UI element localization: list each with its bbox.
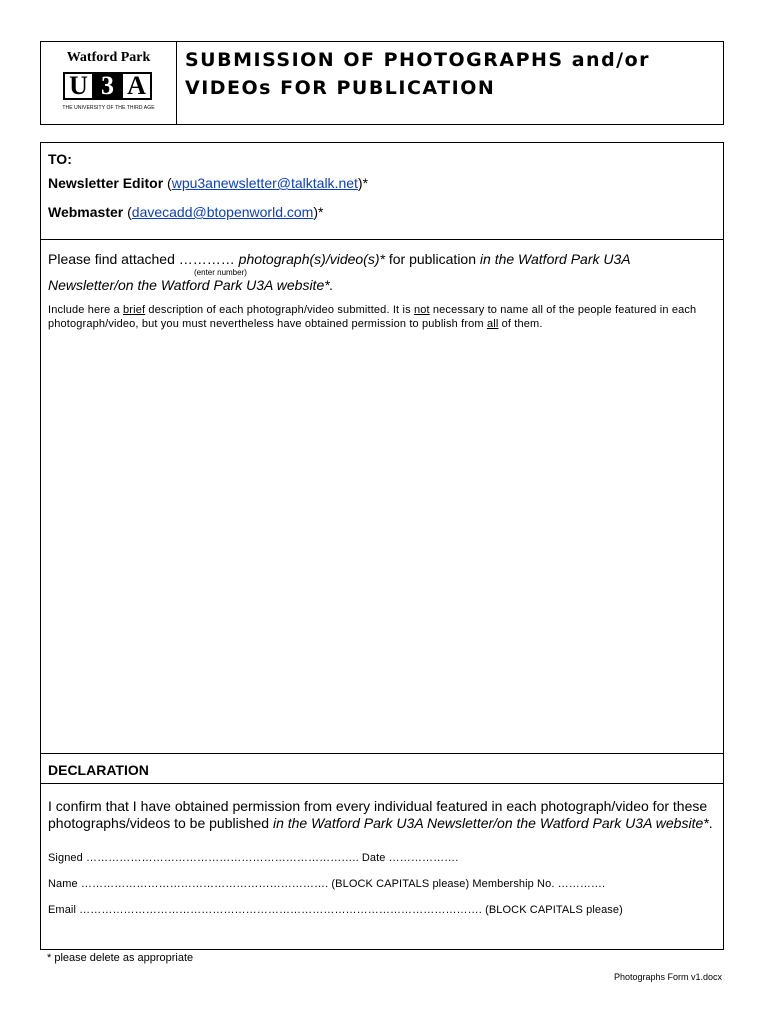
instr-brief: brief: [123, 304, 146, 316]
recipients-section: [41, 143, 723, 240]
decl-text-main: I confirm that I have obtained permission from every individual featured in each photograph/video for these photographs/videos to be published: [48, 798, 708, 831]
name-membership-field[interactable]: Name …………………………………………………………. (BLOCK CAPITALS please) Membership No. ………….: [48, 878, 606, 890]
submission-form: [40, 142, 724, 950]
document-version: Photographs Form v1.docx: [613, 972, 722, 982]
instr-text: of them.: [498, 318, 543, 330]
instr-text: necessary to name all of the people featured in each photograph/video, but you must nevertheless have obtained permission to publish from: [48, 304, 697, 330]
form-title: [177, 42, 650, 124]
attach-line: [48, 251, 723, 267]
paren-close: )*: [357, 175, 369, 191]
logo-letter-a: A: [121, 72, 152, 100]
description-instructions: [48, 303, 723, 331]
paren-open: (: [167, 175, 172, 191]
logo-org-name: Watford Park: [66, 50, 151, 65]
instr-all: all: [486, 318, 499, 330]
webmaster-label: Webmaster: [48, 204, 124, 220]
attach-middle: for publication: [384, 251, 480, 267]
declaration-section: [41, 784, 723, 916]
declaration-heading: DECLARATION: [41, 754, 723, 784]
instr-text: Include here a: [48, 304, 124, 316]
webmaster-line: [48, 204, 723, 220]
editor-label: Newsletter Editor: [48, 175, 164, 191]
paren-close: )*: [313, 204, 324, 220]
webmaster-email-link[interactable]: davecadd@btopenworld.com: [131, 204, 314, 220]
logo-mark: [65, 72, 152, 100]
signed-date-field[interactable]: Signed ……………………………………………………………….. Date ……………….: [48, 852, 459, 864]
decl-text-end: .: [708, 815, 713, 831]
declaration-text: [48, 798, 715, 832]
enter-number-note: (enter number): [194, 268, 247, 277]
logo-letter-u: U: [63, 72, 94, 100]
attach-line-2: Newsletter/on the Watford Park U3A website*.: [48, 277, 334, 293]
logo-tagline: THE UNIVERSITY OF THE THIRD AGE: [62, 105, 155, 111]
decl-text-italic: in the Watford Park U3A Newsletter/on the Watford Park U3A website*: [272, 815, 709, 831]
email-field[interactable]: Email ………………………………………………………………………………………………. (BLOCK CAPITALS please): [48, 904, 623, 916]
attach-lead: Please find attached …………: [48, 251, 235, 267]
editor-email-link[interactable]: wpu3anewsletter@talktalk.net: [171, 175, 358, 191]
attachment-section[interactable]: [41, 240, 723, 754]
paren-open: (: [127, 204, 132, 220]
instr-not: not: [413, 304, 430, 316]
u3a-logo: [41, 42, 177, 124]
attach-destination: in the Watford Park U3A: [479, 251, 631, 267]
attach-media-type: photograph(s)/video(s)*: [238, 251, 385, 267]
footnote: * please delete as appropriate: [47, 952, 194, 964]
to-label: TO:: [48, 151, 72, 167]
instr-text: description of each photograph/video submitted. It is: [145, 304, 414, 316]
title-line-2: VIDEOs FOR PUBLICATION: [185, 77, 496, 99]
logo-letter-3: 3: [92, 72, 123, 100]
title-line-1: SUBMISSION OF PHOTOGRAPHS and/or: [185, 49, 651, 71]
form-header: [40, 41, 724, 125]
newsletter-editor-line: [48, 175, 723, 191]
